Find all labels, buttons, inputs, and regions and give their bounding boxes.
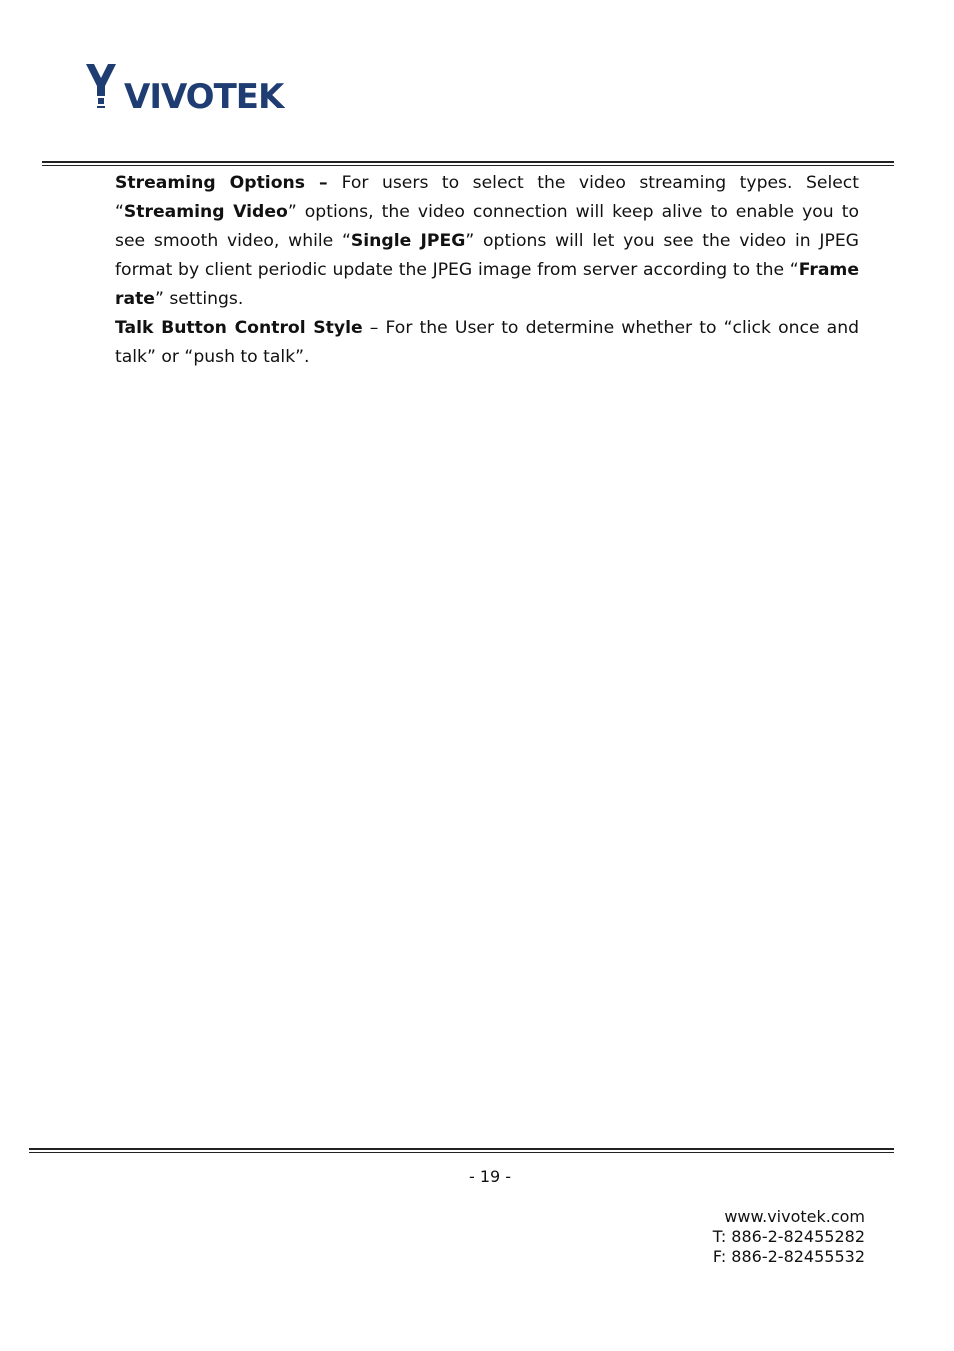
contact-info [713,1207,865,1267]
header-rule [42,161,894,166]
logo-graphic [84,60,294,114]
text-run: ” settings. [154,289,244,309]
phone-number: T: 886-2-82455282 [712,1227,865,1246]
page-body [115,169,859,372]
talk-button-term: Talk Button Control Style [115,318,363,338]
text-run: – For the User to determine whether to “click once and talk” or “push to talk”. [115,318,860,367]
text-run: For users to select the video streaming types. Select “ [115,173,859,222]
streaming-options-term: Streaming Options [115,173,305,193]
single-jpeg-term: Single JPEG [350,231,466,251]
text-run: ” options, the video connection will keep alive to enable you to see smooth video, while “ [115,202,859,251]
streaming-video-term: Streaming Video [123,202,288,222]
vivotek-logo [84,60,294,114]
logo-wordmark: VIVOTEK [124,77,284,114]
text-run: ” options will let you see the video in JPEG format by client periodic update the JPEG image from server according to the “ [115,231,859,280]
term-dash: – [304,173,342,193]
streaming-options-paragraph [115,169,859,314]
talk-button-paragraph [115,314,859,372]
fax-number: F: 886-2-82455532 [712,1247,865,1266]
page-number: - 19 - [468,1167,512,1186]
footer-rule [29,1148,894,1153]
logo-emblem-lens-core [98,98,104,104]
frame-rate-term: Frame rate [115,260,859,309]
website-link[interactable]: www.vivotek.com [724,1207,865,1226]
